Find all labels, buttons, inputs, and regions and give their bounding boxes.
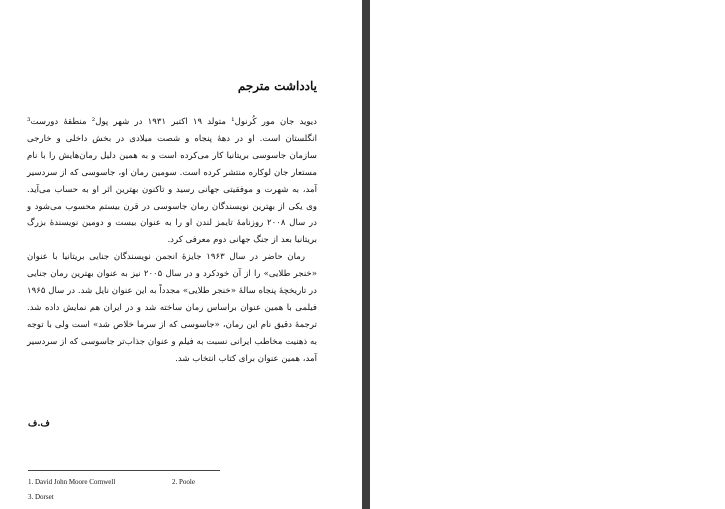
blank-page bbox=[370, 0, 725, 509]
body-text bbox=[27, 114, 317, 368]
paragraph-2: رمان حاضر در سال ۱۹۶۳ جایزهٔ انجمن نویسندگان جنایی بریتانیا با عنوان «خنجر طلایی» را از آن خودکرد و در سال ۲۰۰۵ نیز به عنوان بهترین رمان جنایی در تاریخچهٔ پنجاه سالهٔ «خنجر طلایی» مجدداً به این عنوان نایل شد. در سال ۱۹۶۵ فیلمی با همین عنوان براساس رمان ساخته شد و در ایران هم نمایش داده شد. ترجمهٔ دقیق نام این رمان، «جاسوسی که از سرما خلاص شد» است ولی با توجه به ذهنیت مخاطب ایرانی نسبت به فیلم و عنوان جذاب‌تر جاسوسی که از سردسیر آمد، همین عنوان برای کتاب انتخاب شد. bbox=[27, 252, 318, 364]
translator-signature: ف.ف bbox=[28, 419, 50, 429]
footnote-3: 3. Dorset bbox=[28, 493, 54, 501]
paragraph-1: دیوید جان مور کُرنول¹ متولد ۱۹ اکتبر ۱۹۳۱ در شهر پول² منطقهٔ دورست³ انگلستان است. او در دههٔ پنجاه و شصت میلادی در بخش داخلی و خارجی سازمان جاسوسی بریتانیا کار می‌کرده است و به همین دلیل رمان‌هایش را با نام مستعار جان لوکاره منتشر کرده است. سومین رمان او، جاسوسی که از سردسیر آمد، به شهرت و موفقیتی جهانی رسید و تاکنون بهترین اثر او به حساب می‌آید. وی یکی از بهترین نویسندگان رمان جاسوسی در قرن بیستم محسوب می‌شود و در سال ۲۰۰۸ روزنامهٔ تایمز لندن او را به عنوان بیست و دومین نویسندهٔ بزرگ بریتانیا بعد از جنگ جهانی دوم معرفی کرد. bbox=[27, 117, 318, 246]
footnote-1: 1. David John Moore Cornwell bbox=[28, 478, 116, 486]
footnote-divider bbox=[28, 470, 220, 471]
page-gutter bbox=[362, 0, 370, 509]
page-title: یادداشت مترجم bbox=[237, 79, 317, 93]
book-page bbox=[0, 0, 362, 509]
footnote-2: 2. Poole bbox=[172, 478, 195, 486]
